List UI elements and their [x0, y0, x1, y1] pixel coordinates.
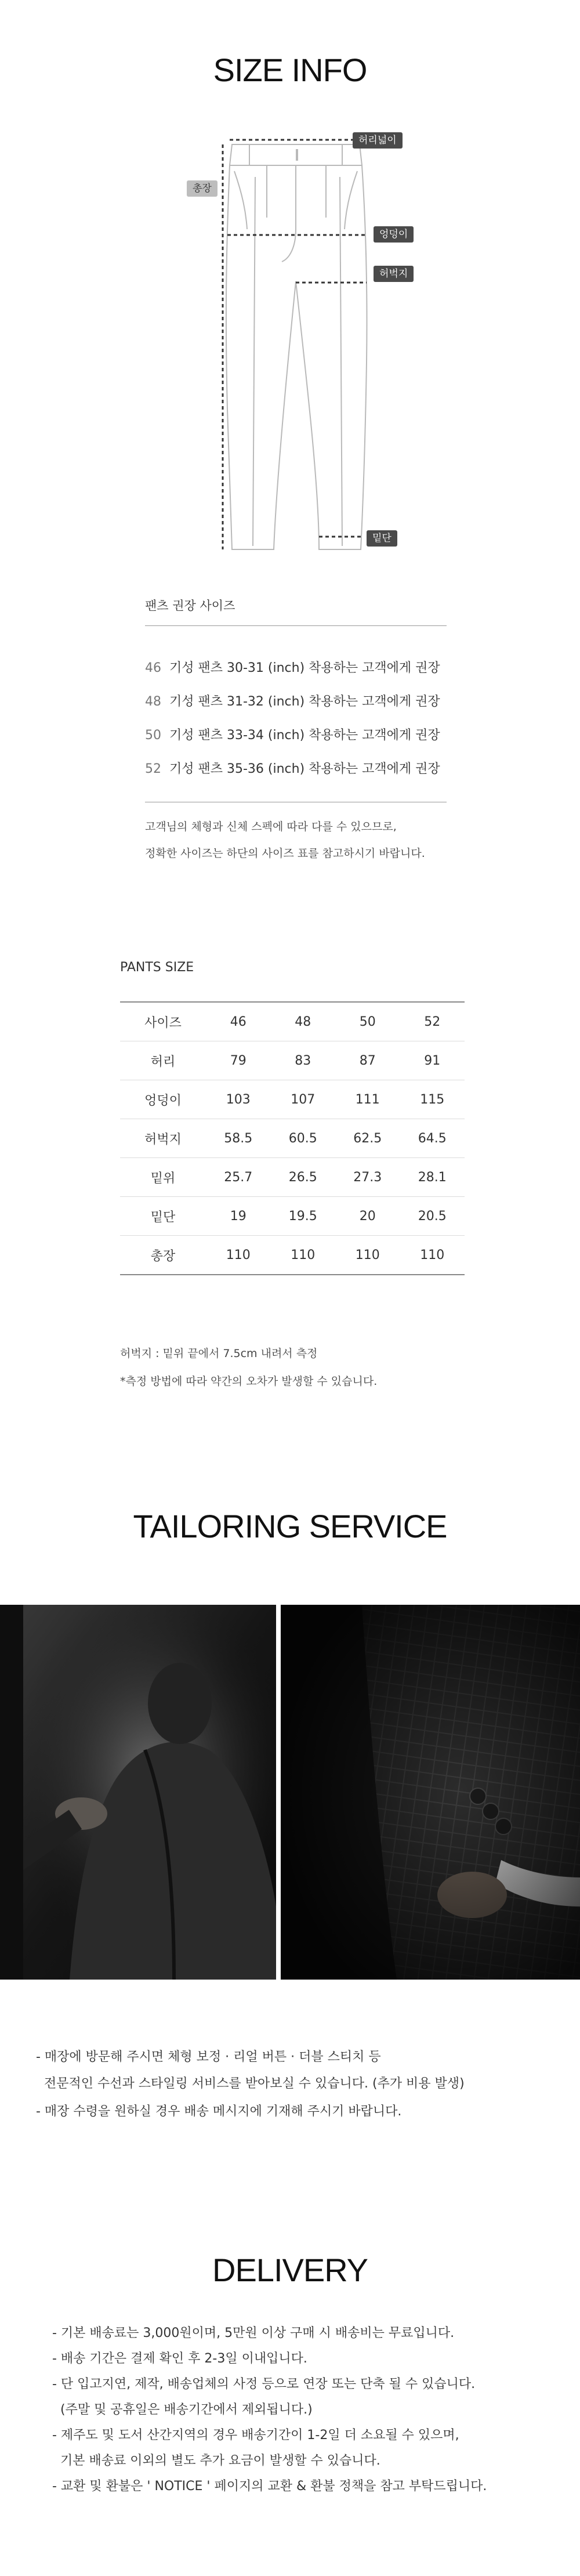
table-row: [120, 1197, 465, 1236]
divider: [145, 625, 447, 626]
table-header-cell: 46: [206, 1002, 271, 1041]
table-header-cell: 52: [400, 1002, 465, 1041]
table-cell: 110: [206, 1236, 271, 1275]
recommend-row: 48 기성 팬츠 31-32 (inch) 착용하는 고객에게 권장: [145, 694, 440, 709]
pants-size-title: PANTS SIZE: [120, 960, 194, 975]
delivery-title: DELIVERY: [212, 2252, 368, 2288]
recommend-row: 50 기성 팬츠 33-34 (inch) 착용하는 고객에게 권장: [145, 728, 440, 743]
tailoring-photo-left: [0, 1605, 276, 1980]
tailoring-photo-right: [281, 1605, 580, 1980]
table-row: [120, 1041, 465, 1080]
table-cell: 62.5: [335, 1119, 400, 1158]
row-label: 밑위: [120, 1158, 206, 1197]
row-label: 밑단: [120, 1197, 206, 1236]
size-info-title: SIZE INFO: [213, 52, 367, 88]
tailoring-title: TAILORING SERVICE: [133, 1508, 447, 1544]
label-waist: 허리넓이: [353, 132, 403, 149]
table-cell: 26.5: [271, 1158, 336, 1197]
delivery-line: - 단 입고지연, 제작, 배송업체의 사정 등으로 연장 또는 단축 될 수 있습니다.: [52, 2377, 476, 2392]
table-cell: 19: [206, 1197, 271, 1236]
table-row: [120, 1236, 465, 1275]
table-cell: 87: [335, 1041, 400, 1080]
recommend-note: 고객님의 체형과 신체 스펙에 따라 다를 수 있으므로,: [145, 820, 397, 833]
table-row: [120, 1158, 465, 1197]
delivery-line: - 기본 배송료는 3,000원이며, 5만원 이상 구매 시 배송비는 무료입니다.: [52, 2326, 455, 2340]
row-label: 허벅지: [120, 1119, 206, 1158]
table-header-cell: 사이즈: [120, 1002, 206, 1041]
table-cell: 110: [271, 1236, 336, 1275]
table-cell: 20: [335, 1197, 400, 1236]
delivery-line: - 제주도 및 도서 산간지역의 경우 배송기간이 1-2일 더 소요될 수 있으며,: [52, 2428, 459, 2443]
tailoring-line: - 매장 수령을 원하실 경우 배송 메시지에 기재해 주시기 바랍니다.: [36, 2104, 402, 2119]
table-cell: 110: [335, 1236, 400, 1275]
recommend-row: 52 기성 팬츠 35-36 (inch) 착용하는 고객에게 권장: [145, 762, 440, 776]
table-cell: 103: [206, 1080, 271, 1119]
table-cell: 19.5: [271, 1197, 336, 1236]
recommend-row: 46 기성 팬츠 30-31 (inch) 착용하는 고객에게 권장: [145, 661, 440, 675]
table-cell: 83: [271, 1041, 336, 1080]
table-row: [120, 1080, 465, 1119]
label-hip: 엉덩이: [374, 226, 414, 243]
delivery-line: - 교환 및 환불은 ' NOTICE ' 페이지의 교환 & 환불 정책을 참고 부탁드립니다.: [52, 2479, 487, 2494]
table-cell: 60.5: [271, 1119, 336, 1158]
table-cell: 111: [335, 1080, 400, 1119]
table-cell: 115: [400, 1080, 465, 1119]
table-cell: 64.5: [400, 1119, 465, 1158]
table-cell: 20.5: [400, 1197, 465, 1236]
table-cell: 58.5: [206, 1119, 271, 1158]
row-label: 허리: [120, 1041, 206, 1080]
table-header-row: [120, 1002, 465, 1041]
delivery-line: 기본 배송료 이외의 별도 추가 요금이 발생할 수 있습니다.: [52, 2454, 380, 2468]
size-note: *측정 방법에 따라 약간의 오차가 발생할 수 있습니다.: [120, 1375, 378, 1388]
table-cell: 107: [271, 1080, 336, 1119]
label-hem: 밑단: [367, 530, 397, 547]
label-thigh: 허벅지: [374, 266, 414, 282]
table-header-cell: 50: [335, 1002, 400, 1041]
table-cell: 79: [206, 1041, 271, 1080]
table-cell: 110: [400, 1236, 465, 1275]
table-cell: 27.3: [335, 1158, 400, 1197]
tailoring-line: - 매장에 방문해 주시면 체형 보정 · 리얼 버튼 · 더블 스티치 등: [36, 2050, 381, 2064]
delivery-line: (주말 및 공휴일은 배송기간에서 제외됩니다.): [52, 2403, 313, 2417]
row-label: 엉덩이: [120, 1080, 206, 1119]
row-label: 총장: [120, 1236, 206, 1275]
size-note: 허벅지 : 밑위 끝에서 7.5cm 내려서 측정: [120, 1347, 318, 1360]
size-table: [120, 1001, 465, 1275]
table-cell: 28.1: [400, 1158, 465, 1197]
table-header-cell: 48: [271, 1002, 336, 1041]
label-length: 총장: [187, 180, 217, 197]
table-cell: 91: [400, 1041, 465, 1080]
table-row: [120, 1119, 465, 1158]
recommend-title: 팬츠 권장 사이즈: [145, 599, 235, 613]
tailoring-line: 전문적인 수선과 스타일링 서비스를 받아보실 수 있습니다. (추가 비용 발생): [36, 2076, 465, 2091]
recommend-note: 정확한 사이즈는 하단의 사이즈 표를 참고하시기 바랍니다.: [145, 847, 425, 860]
table-cell: 25.7: [206, 1158, 271, 1197]
delivery-line: - 배송 기간은 결제 확인 후 2-3일 이내입니다.: [52, 2351, 307, 2366]
